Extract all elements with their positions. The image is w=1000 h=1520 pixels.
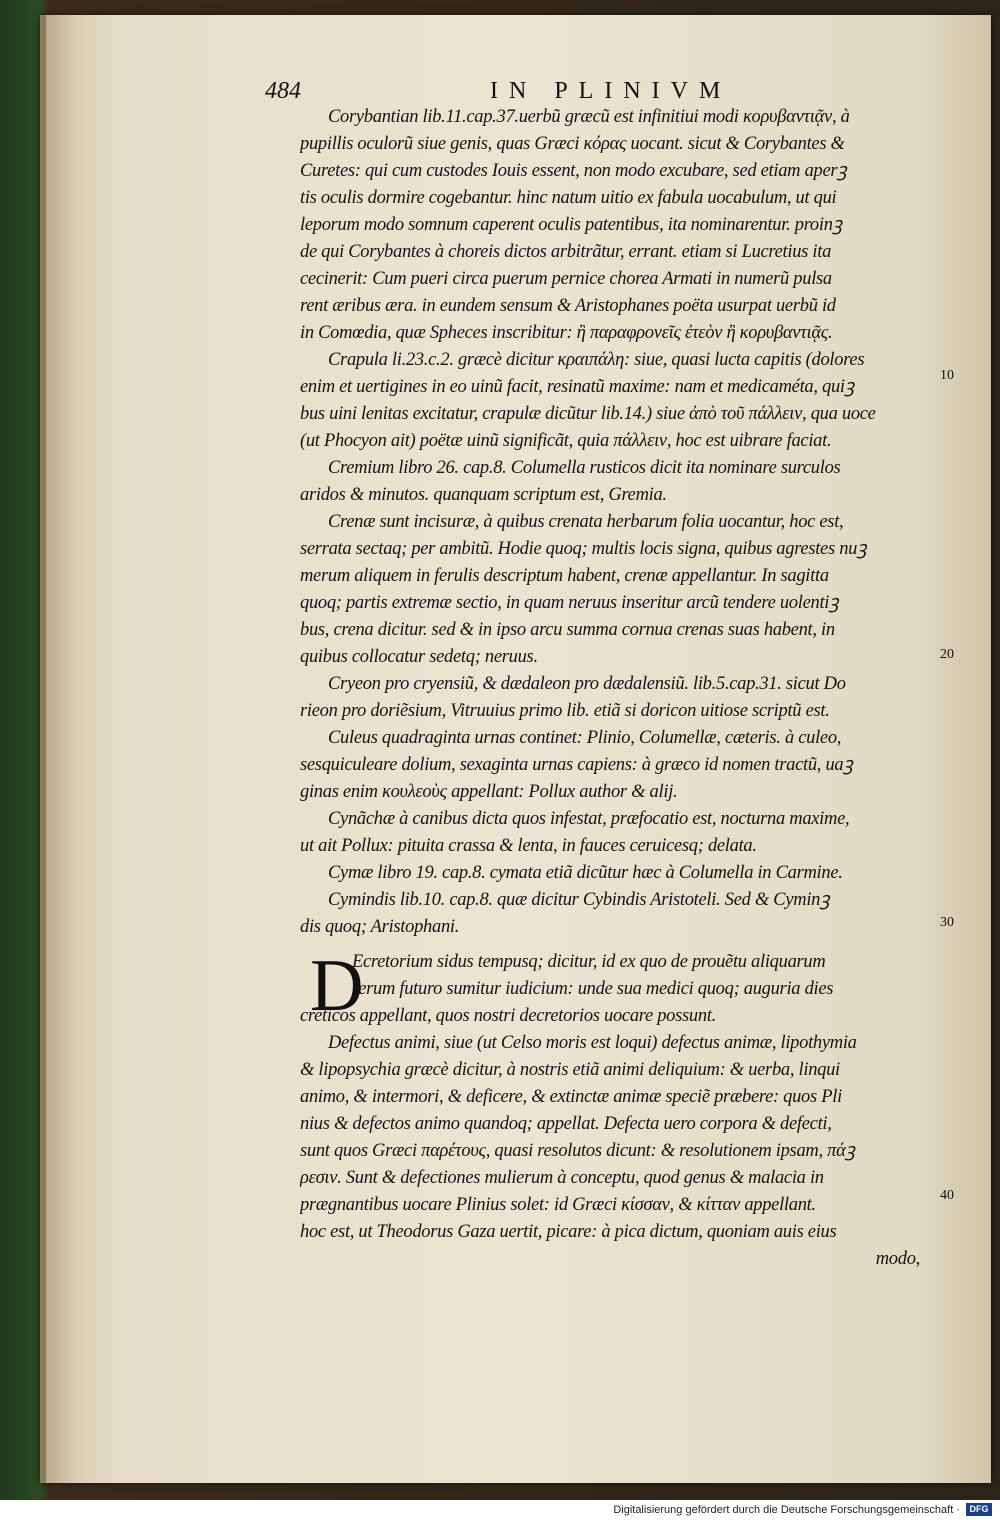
text-line: merum aliquem in ferulis descriptum habent, crenæ appellantur. In sagitta (300, 566, 829, 586)
text-line: serrata sectaq; per ambitũ. Hodie quoq; multis locis signa, quibus agrestes nuꝫ (300, 539, 867, 559)
text-line: in Comœdia, quæ Spheces inscribitur: ἢ παραφρονεῖς ἐτεὸν ἢ κορυβαντιᾷς. (300, 323, 833, 343)
section-d (300, 945, 940, 1273)
text-line: bus uini lenitas excitatur, crapulæ dicũtur lib.14.) siue ἀπὸ τοῦ πάλλειν, qua uoce (300, 404, 876, 424)
text-line: de qui Corybantes à choreis dictos arbitrãtur, errant. etiam si Lucretius ita (300, 242, 832, 262)
dfg-logo: DFG (966, 1503, 992, 1516)
margin-line-number: 30 (940, 915, 954, 930)
text-line: hoc est, ut Theodorus Gaza uertit, picare: à pica dictum, quoniam auis eius (300, 1222, 837, 1242)
text-line: Corybantian lib.11.cap.37.uerbũ græcũ est infinitiui modi κορυβαντιᾷν, à (328, 107, 850, 127)
margin-line-number: 20 (940, 647, 954, 662)
text-line: Ecretorium sidus tempusq; dicitur, id ex quo de prouẽtu aliquarum (352, 952, 826, 972)
text-line: sunt quos Græci παρέτους, quasi resolutos dicunt: & resolutionem ipsam, πάꝫ (300, 1141, 855, 1161)
text-line: dis quoq; Aristophani. (300, 917, 460, 937)
text-line: rerum futuro sumitur iudicium: unde sua medici quoq; auguria dies (352, 979, 834, 999)
margin-line-number: 10 (940, 368, 954, 383)
drop-cap: D (310, 945, 364, 1027)
text-line: nius & defectos animo quandoq; appellat. Defecta uero corpora & defecti, (300, 1114, 832, 1134)
running-title: IN PLINIVM (490, 78, 732, 104)
text-line: ρεσιν. Sunt & defectiones mulierum à conceptu, quod genus & malacia in (300, 1168, 824, 1188)
text-line: Cremium libro 26. cap.8. Columella rusticos dicit ita nominare surculos (328, 458, 841, 478)
page-number: 484 (265, 78, 301, 104)
body-text (300, 104, 940, 1273)
text-line: ginas enim κουλεοὺς appellant: Pollux author & alij. (300, 782, 678, 802)
margin-line-number: 40 (940, 1188, 954, 1203)
text-line: Curetes: qui cum custodes Iouis essent, non modo excubare, sed etiam aperꝫ (300, 161, 847, 181)
text-line: leporum modo somnum caperent oculis patentibus, ita nominarentur. proinꝫ (300, 215, 842, 235)
text-line: ut ait Pollux: pituita crassa & lenta, in fauces ceruicesq; delata. (300, 836, 757, 856)
text-line: & lipopsychia græcè dicitur, à nostris etiã animi deliquium: & uerba, linqui (300, 1060, 840, 1080)
text-line: Crenæ sunt incisuræ, à quibus crenata herbarum folia uocantur, hoc est, (328, 512, 844, 532)
text-line: Cynãchæ à canibus dicta quos infestat, præfocatio est, nocturna maxime, (328, 809, 850, 829)
text-line: Cymindis lib.10. cap.8. quæ dicitur Cybindis Aristoteli. Sed & Cyminꝫ (328, 890, 830, 910)
text-line: bus, crena dicitur. sed & in ipso arcu summa cornua crenas suas habent, in (300, 620, 835, 640)
text-line: quibus collocatur sedetq; neruus. (300, 647, 538, 667)
text-line: Cymæ libro 19. cap.8. cymata etiã dicũtur hæc à Columella in Carmine. (328, 863, 843, 883)
text-line: rent æribus æra. in eundem sensum & Aristophanes poëta usurpat uerbũ id (300, 296, 836, 316)
catchword: modo, (875, 1249, 920, 1269)
text-line: animo, & intermori, & deficere, & extinctæ animæ speciẽ præbere: quos Pli (300, 1087, 842, 1107)
text-line: Cryeon pro cryensiũ, & dædaleon pro dædalensiũ. lib.5.cap.31. sicut Do (328, 674, 846, 694)
text-line: sesquiculeare dolium, sexaginta urnas capiens: à græco id nomen tractũ, uaꝫ (300, 755, 853, 775)
text-line: Culeus quadraginta urnas continet: Plinio, Columellæ, cæteris. à culeo, (328, 728, 842, 748)
text-line: (ut Phocyon ait) poëtæ uinũ significãt, quia πάλλειν, hoc est uibrare faciat. (300, 431, 832, 451)
text-line: enim et uertigines in eo uinũ facit, resinatũ maxime: nam et medicaméta, quiꝫ (300, 377, 854, 397)
text-line: creticos appellant, quos nostri decretorios uocare possunt. (300, 1006, 716, 1026)
funding-notice: Digitalisierung gefördert durch die Deutsche Forschungsgemeinschaft · (613, 1504, 960, 1516)
text-line: Crapula li.23.c.2. græcè dicitur κραιπάλη: siue, quasi lucta capitis (dolores (328, 350, 865, 370)
text-line: Defectus animi, siue (ut Celso moris est loqui) defectus animæ, lipothymia (328, 1033, 857, 1053)
text-line: aridos & minutos. quanquam scriptum est, Gremia. (300, 485, 667, 505)
text-line: pupillis oculorũ siue genis, quas Græci κόρας uocant. sicut & Corybantes & (300, 134, 845, 154)
footer-bar (0, 1500, 1000, 1520)
text-line: prægnantibus uocare Plinius solet: id Græci κίσσαν, & κίτταν appellant. (300, 1195, 816, 1215)
text-line: cecinerit: Cum pueri circa puerum pernice chorea Armati in numerũ pulsa (300, 269, 832, 289)
text-line: tis oculis dormire cogebantur. hinc natum uitio ex fabula uocabulum, ut qui (300, 188, 837, 208)
text-line: quoq; partis extremæ sectio, in quam neruus inseritur arcũ tendere uolentiꝫ (300, 593, 839, 613)
text-line: rieon pro doriẽsium, Vitruuius primo lib. etiã si doricon uitiose scriptũ est. (300, 701, 830, 721)
